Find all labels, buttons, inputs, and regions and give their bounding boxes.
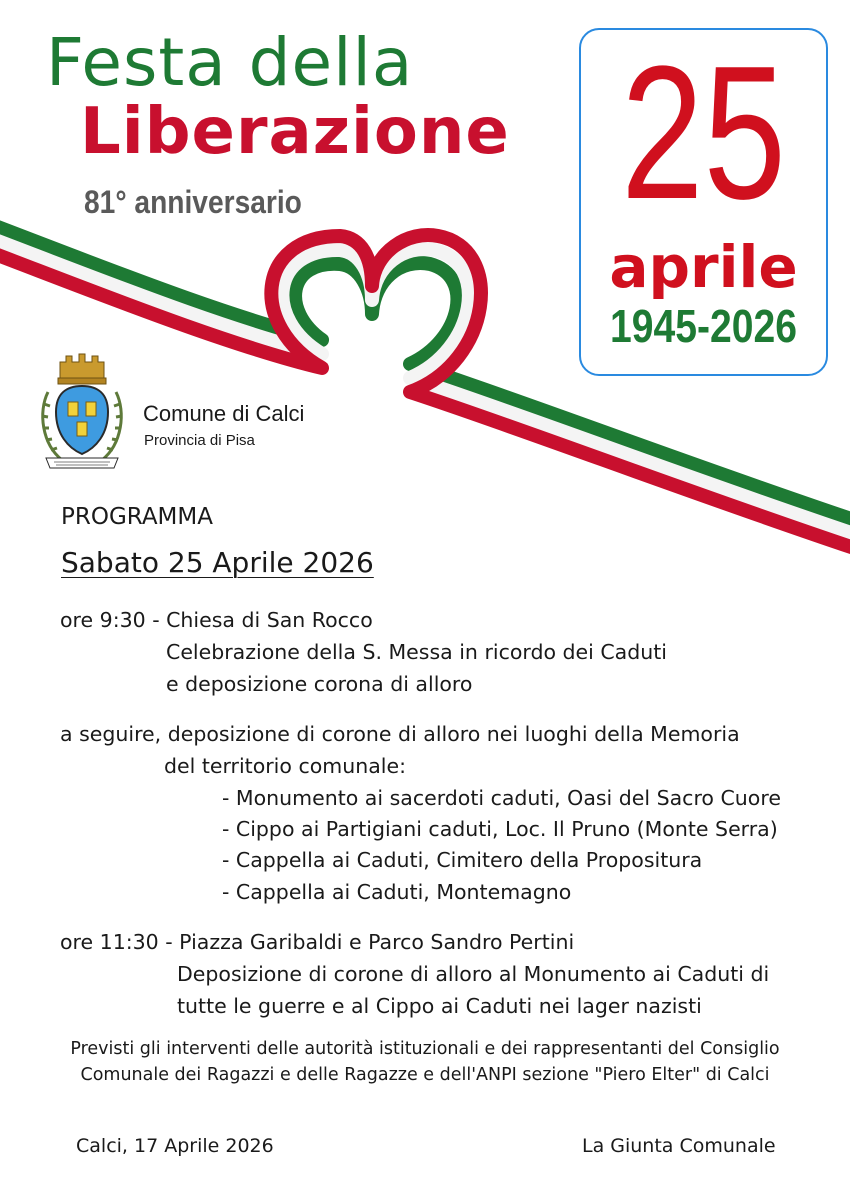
- program-line: ore 9:30 - Chiesa di San Rocco: [60, 608, 373, 632]
- program-list-item: - Cippo ai Partigiani caduti, Loc. Il Pruno (Monte Serra): [222, 817, 778, 841]
- title-line-1: Festa della: [46, 24, 414, 101]
- place-date: Calci, 17 Aprile 2026: [76, 1135, 274, 1157]
- title-line-2: Liberazione: [80, 95, 510, 169]
- program-list-item: - Cappella ai Caduti, Montemagno: [222, 880, 572, 904]
- program-date: Sabato 25 Aprile 2026: [61, 546, 374, 579]
- program-line: a seguire, deposizione di corone di alloro nei luoghi della Memoria: [60, 722, 740, 746]
- program-heading: PROGRAMMA: [61, 504, 213, 530]
- program-line: Celebrazione della S. Messa in ricordo dei Caduti: [166, 640, 667, 664]
- program-line: ore 11:30 - Piazza Garibaldi e Parco Sandro Pertini: [60, 930, 575, 954]
- note-line-1: Previsti gli interventi delle autorità istituzionali e dei rappresentanti del Consiglio: [70, 1039, 780, 1059]
- date-month: aprile: [609, 233, 798, 301]
- program-list-item: - Cappella ai Caduti, Cimitero della Propositura: [222, 848, 703, 872]
- program-list-item: - Monumento ai sacerdoti caduti, Oasi del Sacro Cuore: [222, 786, 781, 810]
- program-line: tutte le guerre e al Cippo ai Caduti nei lager nazisti: [177, 994, 702, 1018]
- program-line: del territorio comunale:: [164, 754, 406, 778]
- date-box: [579, 28, 828, 376]
- date-day: 25: [621, 27, 786, 239]
- municipality-name: Comune di Calci: [143, 401, 305, 426]
- program-line: Deposizione di corone di alloro al Monumento ai Caduti di: [177, 962, 770, 986]
- note-line-2: Comunale dei Ragazzi e delle Ragazze e dell'ANPI sezione "Piero Elter" di Calci: [80, 1065, 770, 1085]
- municipal-crest-emblem: [34, 352, 130, 478]
- date-years: 1945-2026: [610, 300, 797, 352]
- province-name: Provincia di Pisa: [144, 432, 255, 449]
- anniversary-label: 81° anniversario: [84, 184, 302, 220]
- program-line: e deposizione corona di alloro: [166, 672, 473, 696]
- signature: La Giunta Comunale: [582, 1135, 776, 1157]
